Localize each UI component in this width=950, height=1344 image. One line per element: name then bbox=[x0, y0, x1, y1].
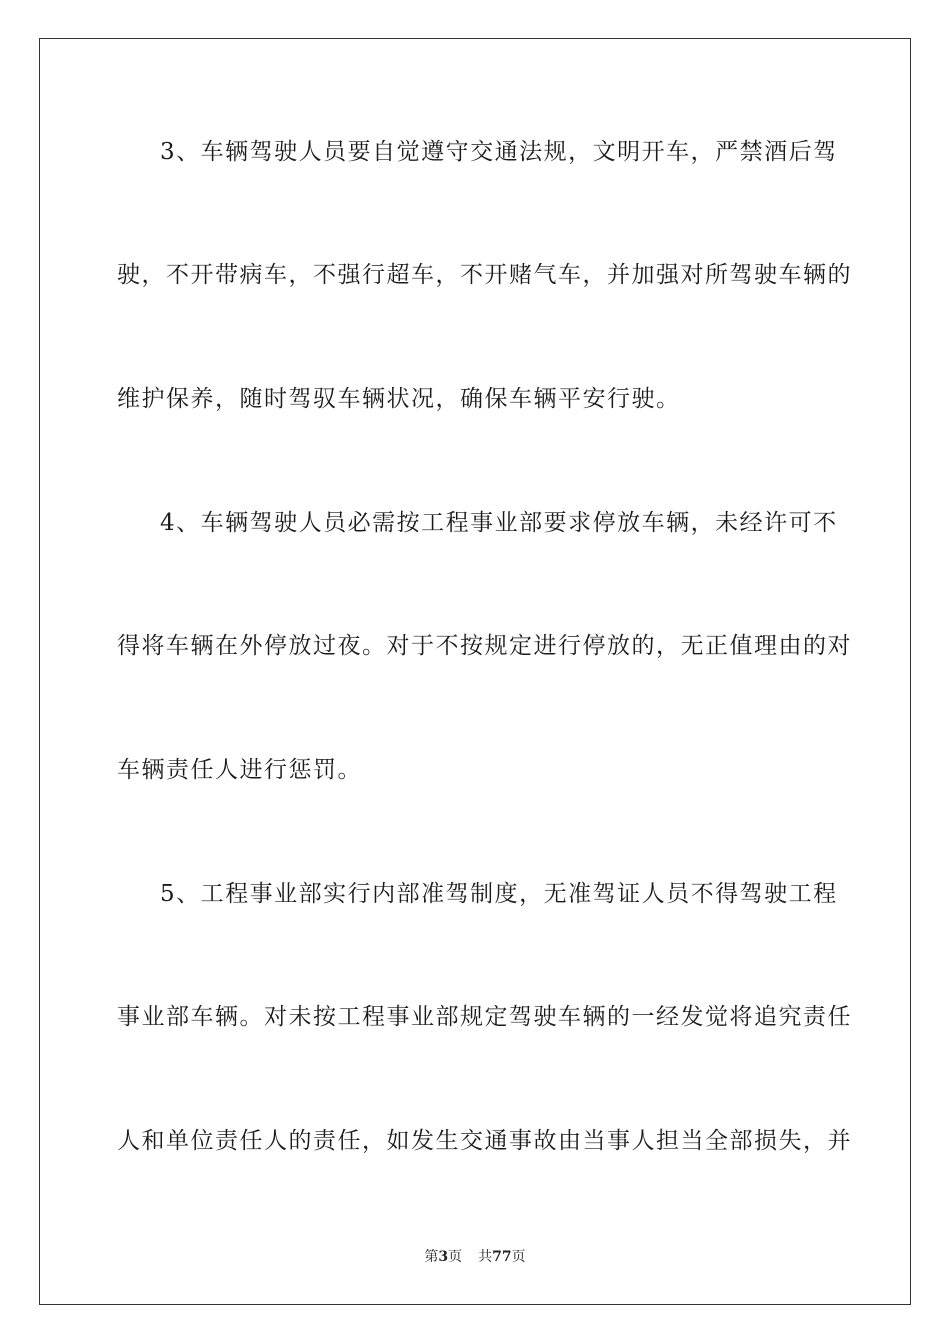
paragraph-4-line-1: 4、车辆驾驶人员必需按工程事业部要求停放车辆，未经许可不 bbox=[160, 510, 838, 536]
total-pages: 77 bbox=[492, 1249, 512, 1265]
page-border bbox=[39, 38, 911, 1305]
paragraph-3-line-1: 3、车辆驾驶人员要自觉遵守交通法规，文明开车，严禁酒后驾 bbox=[160, 139, 838, 165]
paragraph-5-line-2: 事业部车辆。对未按工程事业部规定驾驶车辆的一经发觉将追究责任 bbox=[117, 1004, 852, 1030]
paragraph-3-line-2: 驶，不开带病车，不强行超车，不开赌气车，并加强对所驾驶车辆的 bbox=[117, 262, 852, 288]
page-prefix: 第 bbox=[424, 1249, 439, 1265]
page-suffix: 页 bbox=[448, 1249, 463, 1265]
total-suffix: 页 bbox=[511, 1249, 526, 1265]
page-number: 3 bbox=[438, 1249, 449, 1265]
paragraph-4-line-3: 车辆责任人进行惩罚。 bbox=[117, 757, 362, 783]
paragraph-3-line-3: 维护保养，随时驾驭车辆状况，确保车辆平安行驶。 bbox=[117, 386, 681, 412]
paragraph-5-line-1: 5、工程事业部实行内部准驾制度，无准驾证人员不得驾驶工程 bbox=[160, 881, 838, 907]
page-footer bbox=[0, 1247, 950, 1267]
total-prefix: 共 bbox=[478, 1249, 493, 1265]
paragraph-4-line-2: 得将车辆在外停放过夜。对于不按规定进行停放的，无正值理由的对 bbox=[117, 633, 852, 659]
paragraph-5-line-3: 人和单位责任人的责任，如发生交通事故由当事人担当全部损失，并 bbox=[117, 1128, 852, 1154]
